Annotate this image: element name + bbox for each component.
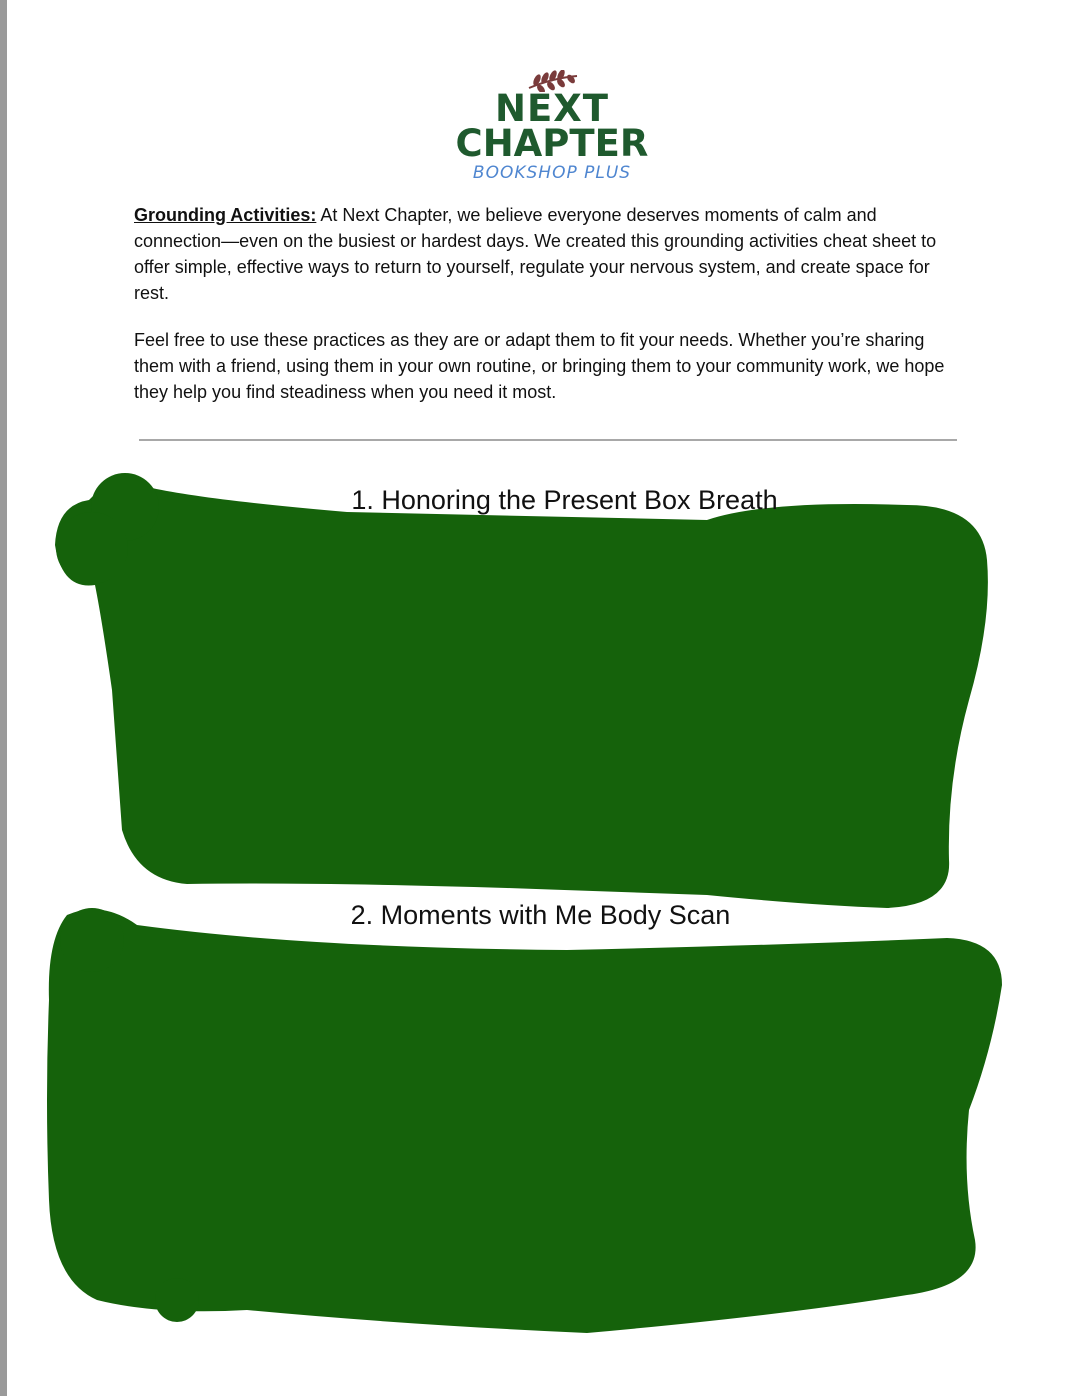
viewer-left-edge <box>0 0 7 1396</box>
logo-word-next: NEXT <box>494 87 609 130</box>
section-title-body-scan: 2. Moments with Me Body Scan <box>350 900 731 930</box>
logo-word-bookshop-plus: BOOKSHOP PLUS <box>472 163 632 183</box>
section-title-box-breath: 1. Honoring the Present Box Breath <box>351 485 778 515</box>
logo-word-chapter: CHAPTER <box>455 122 649 165</box>
redaction-scribble-2 <box>47 909 1002 1333</box>
intro-body: At Next Chapter, we believe everyone deserves moments of calm and connection—even on the busiest or hardest days. We created this grounding activities cheat sheet to offer simple, effective ways to return to yourself, regulate your nervous system, and create space for rest. <box>134 205 937 303</box>
redaction-scribbles <box>7 0 1090 1396</box>
redaction-scribble-1 <box>55 481 988 908</box>
document-page <box>7 0 1090 1396</box>
usage-paragraph: Feel free to use these practices as they are or adapt them to fit your needs. Whether you’re sharing them with a friend, using them in your own routine, or bringing them to your community work, we hope they help you find steadiness when you need it most. <box>134 330 945 402</box>
intro-heading: Grounding Activities: <box>134 205 317 225</box>
